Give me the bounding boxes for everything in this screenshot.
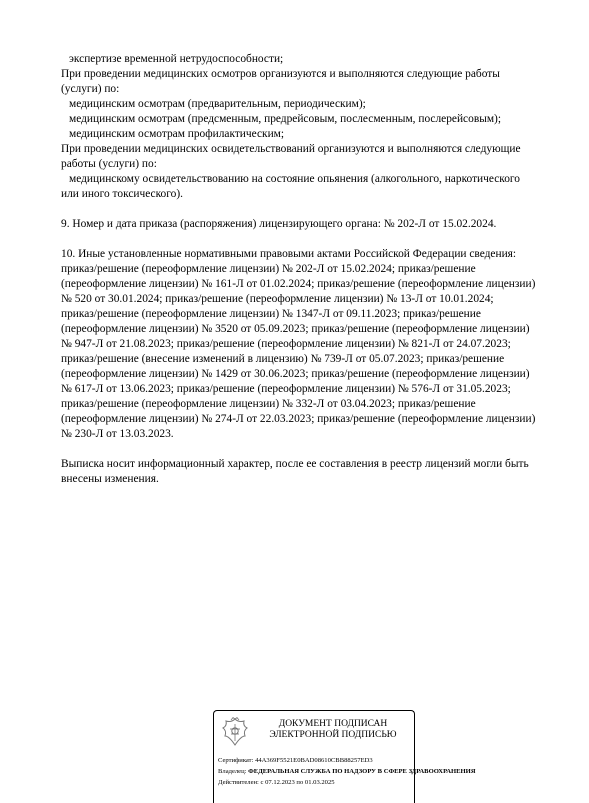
text-line: (переоформление лицензии) № 274-Л от 22.03.2023; приказ/решение (переоформление лицензии) [61, 413, 536, 425]
owner-value: ФЕДЕРАЛЬНАЯ СЛУЖБА ПО НАДЗОРУ В СФЕРЕ ЗДРАВООХРАНЕНИЯ [248, 768, 476, 775]
document-body [61, 52, 561, 487]
certificate-value: 44A369F5521E0BAD08610CBB88257ED3 [255, 757, 373, 764]
text-line: № 617-Л от 13.06.2023; приказ/решение (переоформление лицензии) № 576-Л от 31.05.2023; [61, 383, 511, 395]
text-line: (переоформление лицензии) № 1429 от 30.06.2023; приказ/решение (переоформление лицензии) [61, 368, 530, 380]
text-line: приказ/решение (переоформление лицензии) № 332-Л от 03.04.2023; приказ/решение [61, 398, 476, 410]
validity-value: с 07.12.2023 по 01.03.2025 [260, 779, 335, 786]
blank-line [61, 442, 561, 457]
text-line: приказ/решение (переоформление лицензии) № 202-Л от 15.02.2024; приказ/решение [61, 263, 476, 275]
text-line: № 947-Л от 21.08.2023; приказ/решение (переоформление лицензии) № 821-Л от 24.07.2023; [61, 338, 511, 350]
blank-line [61, 232, 561, 247]
text-line: При проведении медицинских осмотров организуются и выполняются следующие работы [61, 68, 500, 80]
owner-label: Владелец: [218, 768, 247, 775]
text-line: экспертизе временной нетрудоспособности; [69, 53, 284, 65]
stamp-title-line1: ДОКУМЕНТ ПОДПИСАН [278, 719, 388, 729]
text-line: внесены изменения. [61, 473, 159, 485]
stamp-title-line2: ЭЛЕКТРОННОЙ ПОДПИСЬЮ [269, 730, 397, 740]
validity-label: Действителен: [218, 779, 259, 786]
text-line: (переоформление лицензии) № 3520 от 05.09.2023; приказ/решение (переоформление лицензии) [61, 323, 530, 335]
text-line: медицинским осмотрам профилактическим; [69, 128, 285, 140]
text-line: Выписка носит информационный характер, после ее составления в реестр лицензий могли быть [61, 458, 529, 470]
coat-of-arms-icon [219, 716, 251, 748]
text-line: приказ/решение (переоформление лицензии) № 1347-Л от 09.11.2023; приказ/решение [61, 308, 481, 320]
text-line: 10. Иные установленные нормативными правовыми актами Российской Федерации сведения: [61, 248, 517, 260]
stamp-title [258, 719, 408, 741]
text-line: или иного токсического). [61, 188, 183, 200]
validity-row [218, 779, 335, 787]
certificate-label: Сертификат: [218, 757, 254, 764]
certificate-row [218, 757, 373, 765]
text-line: (переоформление лицензии) № 161-Л от 01.02.2024; приказ/решение (переоформление лицензии) [61, 278, 536, 290]
blank-line [61, 202, 561, 217]
text-line: № 520 от 30.01.2024; приказ/решение (переоформление лицензии) № 13-Л от 10.01.2024; [61, 293, 494, 305]
owner-row [218, 768, 476, 776]
text-line: медицинским осмотрам (предсменным, предрейсовым, послесменным, послерейсовым); [69, 113, 502, 125]
text-line: При проведении медицинских освидетельствований организуются и выполняются следующие [61, 143, 521, 155]
text-line: медицинскому освидетельствованию на состояние опьянения (алкогольного, наркотического [69, 173, 520, 185]
text-line: приказ/решение (внесение изменений в лицензию) № 739-Л от 05.07.2023; приказ/решение [61, 353, 505, 365]
text-line: медицинским осмотрам (предварительным, периодическим); [69, 98, 366, 110]
text-line: (услуги) по: [61, 83, 120, 95]
electronic-signature-stamp [213, 710, 476, 803]
text-line: 9. Номер и дата приказа (распоряжения) лицензирующего органа: № 202-Л от 15.02.2024. [61, 218, 497, 230]
text-line: работы (услуги) по: [61, 158, 157, 170]
text-line: № 230-Л от 13.03.2023. [61, 428, 174, 440]
